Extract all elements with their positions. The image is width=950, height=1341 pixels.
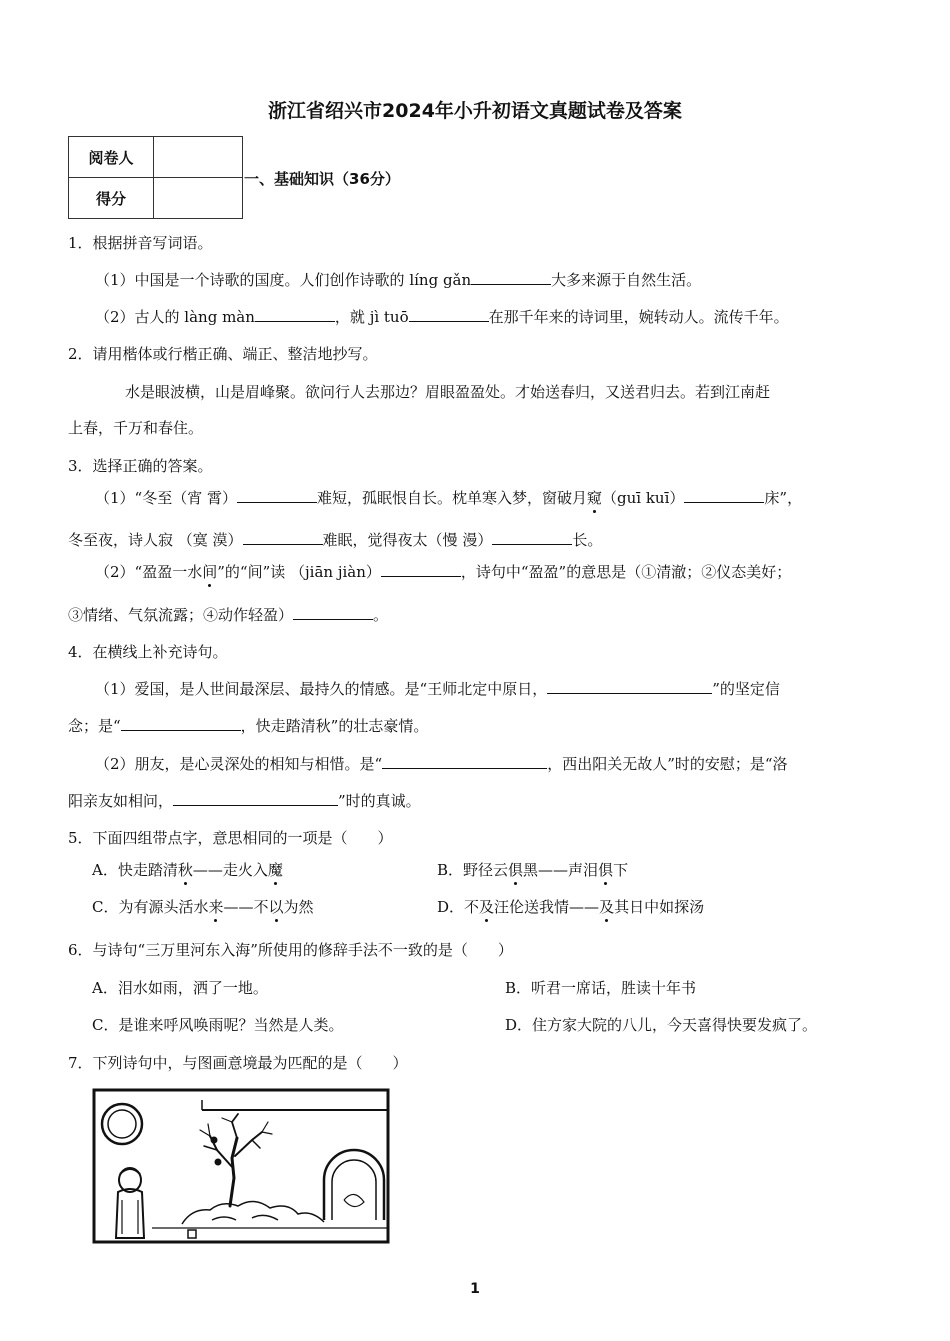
q5-option-c[interactable]: C．为有源头活水来——不以为然 [92, 898, 314, 916]
answer-blank[interactable] [173, 791, 338, 806]
answer-blank[interactable] [409, 307, 489, 322]
grader-cell[interactable] [154, 137, 243, 178]
q4-stem: 4．在横线上补充诗句。 [68, 643, 228, 661]
grader-label: 阅卷人 [69, 137, 154, 178]
answer-blank[interactable] [382, 754, 547, 769]
score-table [68, 136, 243, 219]
q6-option-c[interactable]: C．是谁来呼风唤雨呢？当然是人类。 [92, 1016, 344, 1034]
winter-scene-illustration [92, 1088, 392, 1248]
q7-stem: 7．下列诗句中，与图画意境最为匹配的是（ ） [68, 1054, 408, 1072]
q3-line1: （1）“冬至（宵 霄） 难短，孤眠恨自长。枕单寒入梦，窗破月窥（guī kuī） 床”， [95, 489, 803, 507]
q5-option-d[interactable]: D．不及汪伦送我情——及其日中如探汤 [437, 898, 705, 916]
answer-blank[interactable] [237, 488, 317, 503]
q4-line1: （1）爱国，是人世间最深层、最持久的情感。是“王师北定中原日， ”的坚定信 [95, 680, 780, 698]
q1-sub1: （1）中国是一个诗歌的国度。人们创作诗歌的 líng gǎn 大多来源于自然生活。 [95, 271, 702, 289]
q6-option-a[interactable]: A．泪水如雨，洒了一地。 [92, 979, 268, 997]
q3-line3: （2）“盈盈一水间”的“间”读 （jiān jiàn） ，诗句中“盈盈”的意思是（①清澈；②仪态美好； [95, 563, 792, 581]
q5-option-b[interactable]: B．野径云俱黑——声泪俱下 [437, 861, 629, 879]
q1-sub2: （2）古人的 làng màn ，就 jì tuō 在那千年来的诗词里，婉转动人。流传千年。 [95, 308, 789, 326]
q2-poem-line2: 上春，千万和春住。 [68, 419, 204, 437]
q3-line2: 冬至夜，诗人寂 （寞 漠） 难眠，觉得夜太（慢 漫） 长。 [68, 531, 603, 549]
q5-stem: 5．下面四组带点字，意思相同的一项是（ ） [68, 829, 393, 847]
answer-blank[interactable] [121, 716, 241, 731]
q3-line4: ③情绪、气氛流露；④动作轻盈） 。 [68, 606, 389, 624]
q2-poem-line1: 水是眼波横，山是眉峰聚。欲问行人去那边？眉眼盈盈处。才始送春归，又送君归去。若到江南赶 [125, 383, 771, 401]
page-title: 浙江省绍兴市2024年小升初语文真题试卷及答案 [268, 100, 682, 122]
q1-stem: 1．根据拼音写词语。 [68, 234, 213, 252]
answer-blank[interactable] [293, 605, 373, 620]
score-label: 得分 [69, 178, 154, 219]
q4-line4: 阳亲友如相问， ”时的真诚。 [68, 792, 421, 810]
score-cell[interactable] [154, 178, 243, 219]
q3-stem: 3．选择正确的答案。 [68, 457, 213, 475]
section-heading: 一、基础知识（36分） [244, 170, 400, 188]
answer-blank[interactable] [381, 562, 461, 577]
answer-blank[interactable] [471, 270, 551, 285]
q4-line3: （2）朋友，是心灵深处的相知与相惜。是“ ，西出阳关无故人”时的安慰；是“洛 [95, 755, 788, 773]
q6-option-b[interactable]: B．听君一席话，胜读十年书 [505, 979, 697, 997]
page-number: 1 [470, 1281, 480, 1297]
answer-blank[interactable] [255, 307, 335, 322]
answer-blank[interactable] [492, 530, 572, 545]
answer-blank[interactable] [547, 679, 712, 694]
answer-blank[interactable] [243, 530, 323, 545]
q2-stem: 2．请用楷体或行楷正确、端正、整洁地抄写。 [68, 345, 378, 363]
answer-blank[interactable] [684, 488, 764, 503]
q6-stem: 6．与诗句“三万里河东入海”所使用的修辞手法不一致的是（ ） [68, 941, 513, 959]
q4-line2: 念；是“ ，快走踏清秋”的壮志豪情。 [68, 717, 429, 735]
q5-option-a[interactable]: A．快走踏清秋——走火入魔 [92, 861, 283, 879]
q6-option-d[interactable]: D．住方家大院的八儿，今天喜得快要发疯了。 [505, 1016, 818, 1034]
